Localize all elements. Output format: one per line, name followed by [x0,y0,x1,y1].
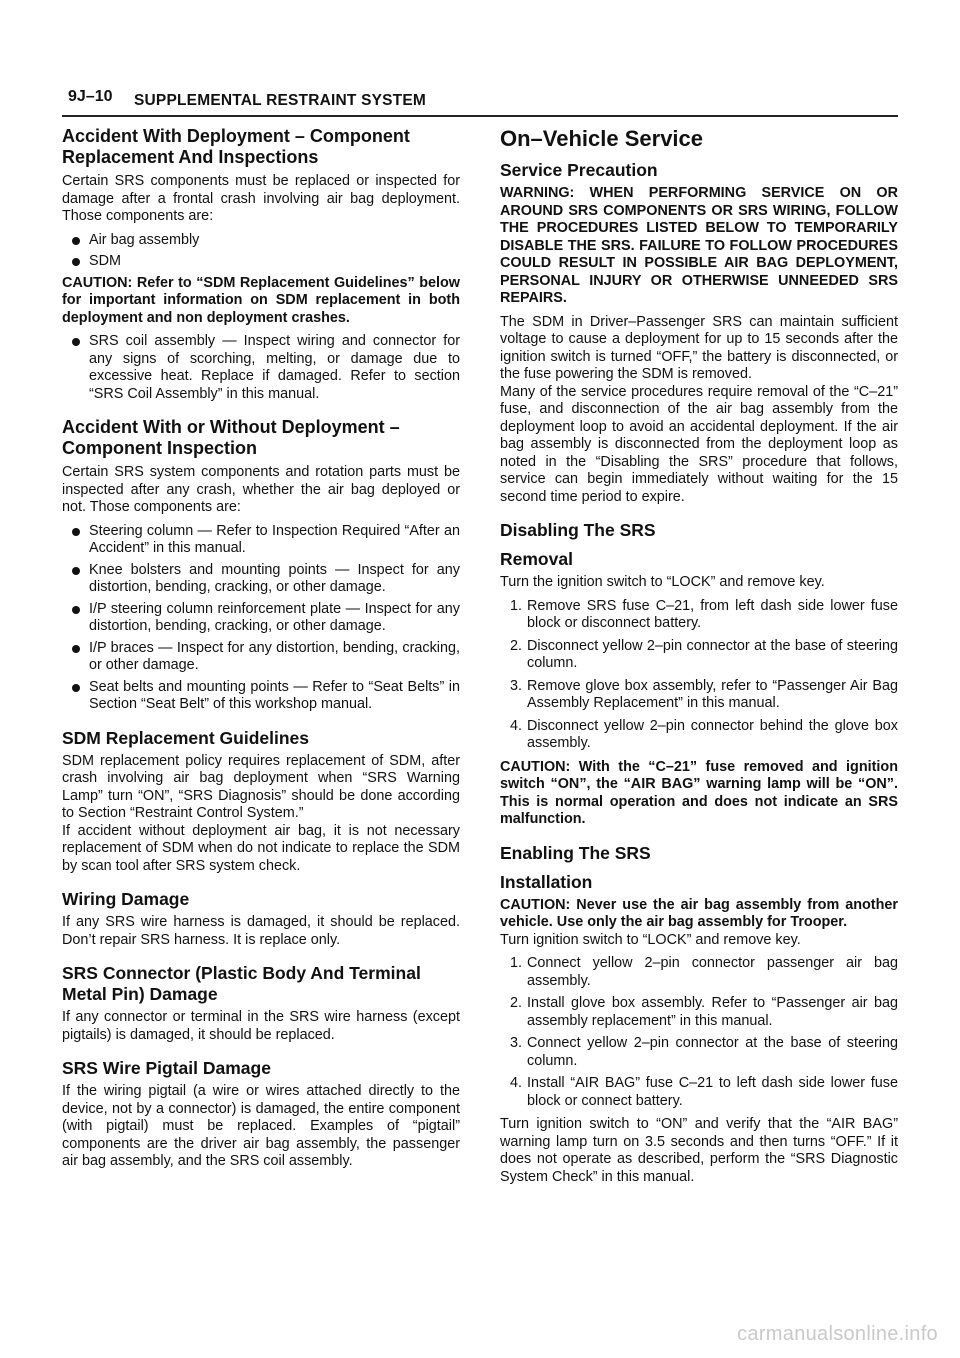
section-title: SRS Wire Pigtail Damage [62,1058,271,1078]
list-item: 1. Connect yellow 2–pin connector passenger air bag assembly. [510,955,898,989]
list-item: 4. Install “AIR BAG” fuse C–21 to left dash side lower fuse block or connect battery. [510,1075,898,1109]
paragraph: Many of the service procedures require removal of the “C–21” fuse, and disconnection of the air bag assembly from the deployment loop to avoid an accidental deployment. If the air bag assembly is disconnected from the deployment loop as noted in the “Disabling the SRS” procedure that follows, service can begin immediately without waiting for the 15 second time period to expire. [500,383,898,505]
section-title: SRS Connector (Plastic Body And Terminal Metal Pin) Damage [62,963,421,1004]
left-column [62,126,460,1177]
paragraph: If the wiring pigtail (a wire or wires attached directly to the device, not by a connector) is damaged, the entire component (with pigtail) must be replaced. Examples of “pigtail” components are the driver air bag assembly, the passenger air bag assembly, and the SRS coil assembly. [62,1083,460,1169]
paragraph: The SDM in Driver–Passenger SRS can maintain sufficient voltage to cause a deployment for up to 15 seconds after the ignition switch is turned “OFF,” the battery is disconnected, or the fuse powering the SDM is removed. [500,313,898,382]
paragraph: SDM replacement policy requires replacement of SDM, after crash involving air bag deployment when “SRS Warning Lamp” turn “ON”, “SRS Diagnosis” should be done according to Section “Restraint Control System.” [62,752,460,821]
list-item: 3. Remove glove box assembly, refer to “Passenger Air Bag Assembly Replacement” in this manual. [510,677,898,711]
bullet-item: I/P braces — Inspect for any distortion, bending, cracking, or other damage. [62,640,460,675]
paragraph: If accident without deployment air bag, it is not necessary replacement of SDM when do not indicate to replace the SDM by scan tool after SRS system check. [62,822,460,874]
bullet-item: I/P steering column reinforcement plate — Inspect for any distortion, bending, cracking, or other damage. [62,601,460,636]
bullet-item: Seat belts and mounting points — Refer to “Seat Belts” in Section “Seat Belt” of this workshop manual. [62,679,460,714]
page-number: 9J–10 [68,88,113,105]
caution-text: CAUTION: With the “C–21” fuse removed and ignition switch “ON”, the “AIR BAG” warning lamp will be “ON”. This is normal operation and does not indicate an SRS malfunction. [500,758,898,827]
paragraph: If any SRS wire harness is damaged, it should be replaced. Don’t repair SRS harness. It is replace only. [62,914,460,948]
list-item: 4. Disconnect yellow 2–pin connector behind the glove box assembly. [510,717,898,751]
main-title: On–Vehicle Service [500,126,704,151]
paragraph: If any connector or terminal in the SRS wire harness (except pigtails) is damaged, it should be replaced. [62,1009,460,1043]
section-title: Accident With Deployment – Component Replacement And Inspections [62,126,410,167]
bullet-list [62,232,460,271]
bullet-item: Air bag assembly [62,232,460,250]
list-item: 1. Remove SRS fuse C–21, from left dash side lower fuse block or disconnect battery. [510,597,898,631]
paragraph: Turn ignition switch to “ON” and verify that the “AIR BAG” warning lamp turn on 3.5 seconds and then turns “OFF.” If it does not operate as described, perform the “SRS Diagnostic System Check” in this manual. [500,1116,898,1185]
section-title: Enabling The SRS [500,842,651,863]
bullet-item: SDM [62,253,460,271]
bullet-list [62,333,460,403]
warning-text: WARNING: WHEN PERFORMING SERVICE ON OR AROUND SRS COMPONENTS OR SRS WIRING, FOLLOW THE PROCEDURES LISTED BELOW TO TEMPORARILY DISABLE THE SRS. FAILURE TO FOLLOW PROCEDURES COULD RESULT IN POSSIBLE AIR BAG DEPLOYMENT, PERSONAL INJURY OR OTHERWISE UNNEEDED SRS REPAIRS. [500,185,898,306]
bullet-item: Knee bolsters and mounting points — Inspect for any distortion, bending, cracking, or other damage. [62,562,460,597]
paragraph: Certain SRS system components and rotation parts must be inspected after any crash, whether the air bag deployed or not. Those components are: [62,464,460,515]
section-title: Service Precaution [500,160,658,180]
right-column [500,126,898,1192]
list-item: 3. Connect yellow 2–pin connector at the base of steering column. [510,1035,898,1069]
header-rule [62,115,898,117]
paragraph: Certain SRS components must be replaced or inspected for damage after a frontal crash involving air bag deployment. Those components are: [62,173,460,224]
page-header [62,86,898,116]
section-title: SDM Replacement Guidelines [62,727,310,748]
bullet-list [62,523,460,714]
caution-text: CAUTION: Refer to “SDM Replacement Guidelines” below for important information on SDM replacement in both deployment and non deployment crashes. [62,274,460,326]
paragraph: Turn ignition switch to “LOCK” and remove key. [500,931,801,948]
caution-text: CAUTION: Never use the air bag assembly from another vehicle. Use only the air bag assembly for Trooper. [500,896,898,930]
bullet-item: SRS coil assembly — Inspect wiring and connector for any signs of scorching, melting, or damage due to excessive heat. Replace if damaged. Refer to section “SRS Coil Assembly” in this manual. [62,333,460,403]
paragraph: Turn the ignition switch to “LOCK” and remove key. [500,574,825,590]
section-title: Disabling The SRS [500,520,656,540]
bullet-item: Steering column — Refer to Inspection Required “After an Accident” in this manual. [62,523,460,558]
list-item: 2. Install glove box assembly. Refer to “Passenger air bag assembly replacement” in this manual. [510,995,898,1029]
list-item: 2. Disconnect yellow 2–pin connector at the base of steering column. [510,637,898,671]
numbered-list [500,955,898,1110]
page-title: SUPPLEMENTAL RESTRAINT SYSTEM [134,92,426,109]
section-title: Wiring Damage [62,889,190,909]
watermark: carmanualsonline.info [737,1323,938,1345]
subsection-title: Installation [500,871,593,892]
subsection-title: Removal [500,549,573,569]
numbered-list [500,598,898,753]
section-title: Accident With or Without Deployment – Component Inspection [62,417,400,458]
